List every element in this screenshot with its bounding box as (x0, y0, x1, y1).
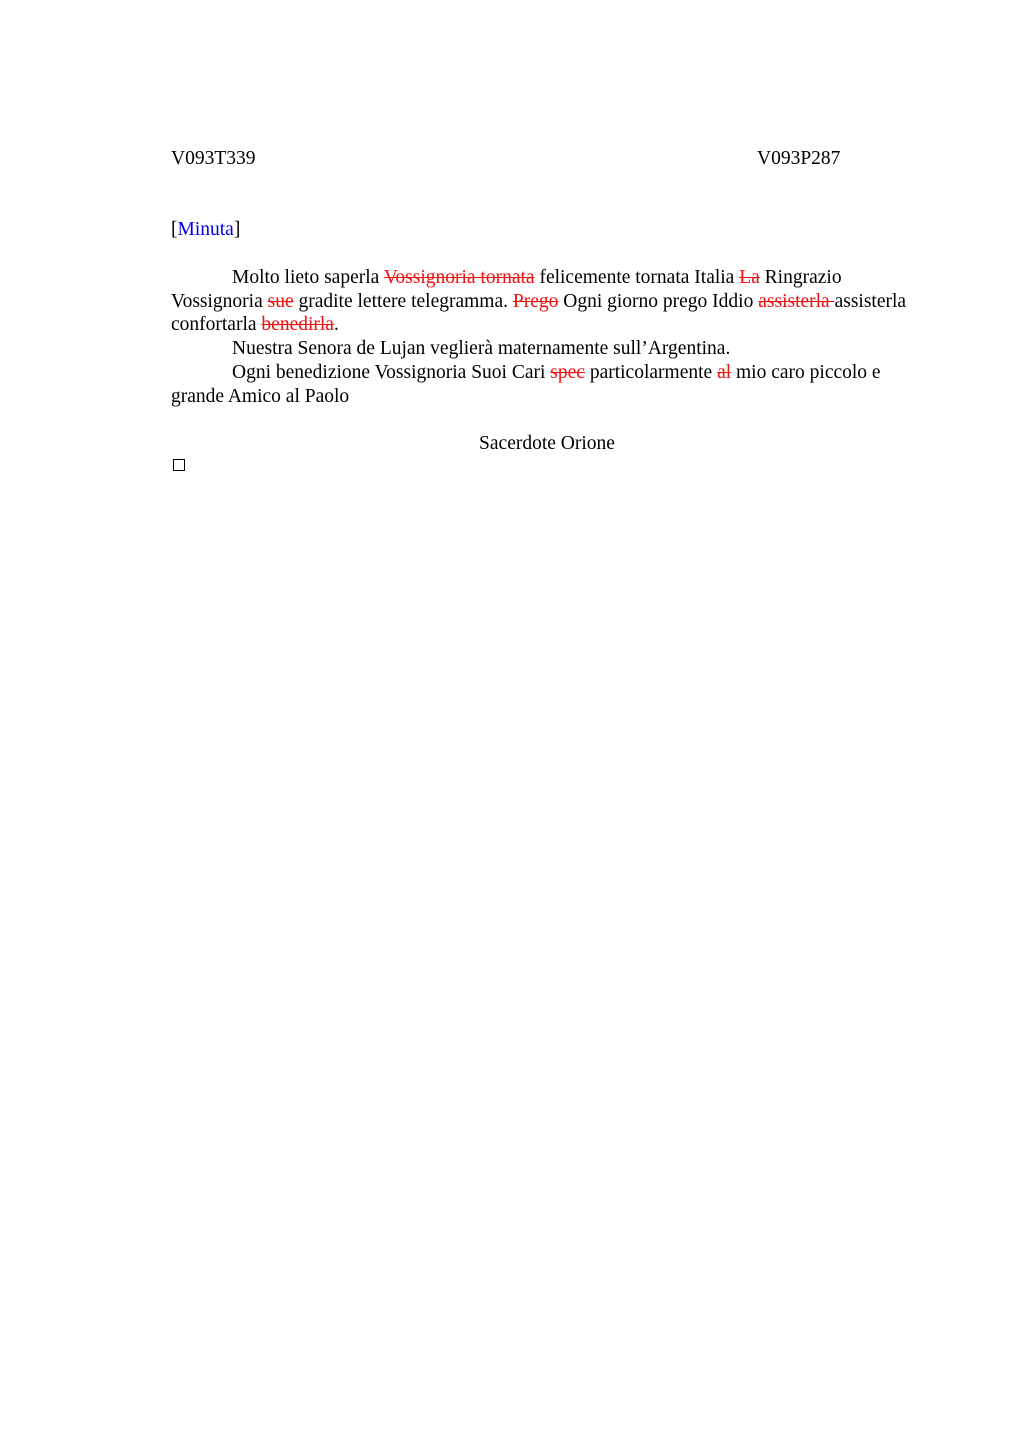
label-open-bracket: [ (171, 219, 178, 240)
text-segment: felicemente tornata Italia (534, 267, 740, 288)
paragraph-1 (171, 266, 931, 337)
text-segment: Molto lieto saperla (232, 267, 384, 288)
square-box-icon (173, 459, 185, 471)
deleted-text: assisterla (758, 290, 835, 312)
deleted-text: Vossignoria tornata (383, 267, 535, 288)
label-text: Minuta (177, 219, 234, 240)
text-segment: Ringrazio Vossignoria (171, 267, 842, 312)
minuta-label (171, 218, 240, 242)
text-segment: Nuestra Senora de Lujan veglierà maternamente sull’Argentina. (232, 338, 731, 360)
text-segment: Ogni giorno prego Iddio (558, 290, 759, 312)
label-close-bracket: ] (233, 219, 241, 240)
deleted-text: benedirla (261, 314, 334, 336)
signature: Sacerdote Orione (479, 433, 615, 454)
deleted-text: spec (550, 361, 585, 383)
text-segment: mio caro piccolo e grande Amico al Paolo (171, 361, 881, 407)
deleted-text: Prego (512, 290, 559, 312)
text-segment: gradite lettere telegramma. (293, 290, 513, 312)
text-segment: assisterla confortarla (171, 290, 907, 336)
paragraph-3 (171, 361, 931, 408)
paragraph-2 (171, 337, 931, 361)
letter-body (171, 266, 931, 408)
document-code-right: V093P287 (757, 148, 841, 169)
text-segment: . (333, 314, 339, 336)
text-segment: Ogni benedizione Vossignoria Suoi Cari (232, 361, 551, 383)
document-code-left: V093T339 (171, 148, 256, 169)
deleted-text: al (717, 361, 732, 383)
deleted-text: La (739, 267, 760, 288)
deleted-text: sue (267, 290, 294, 312)
text-segment: particolarmente (584, 361, 718, 383)
